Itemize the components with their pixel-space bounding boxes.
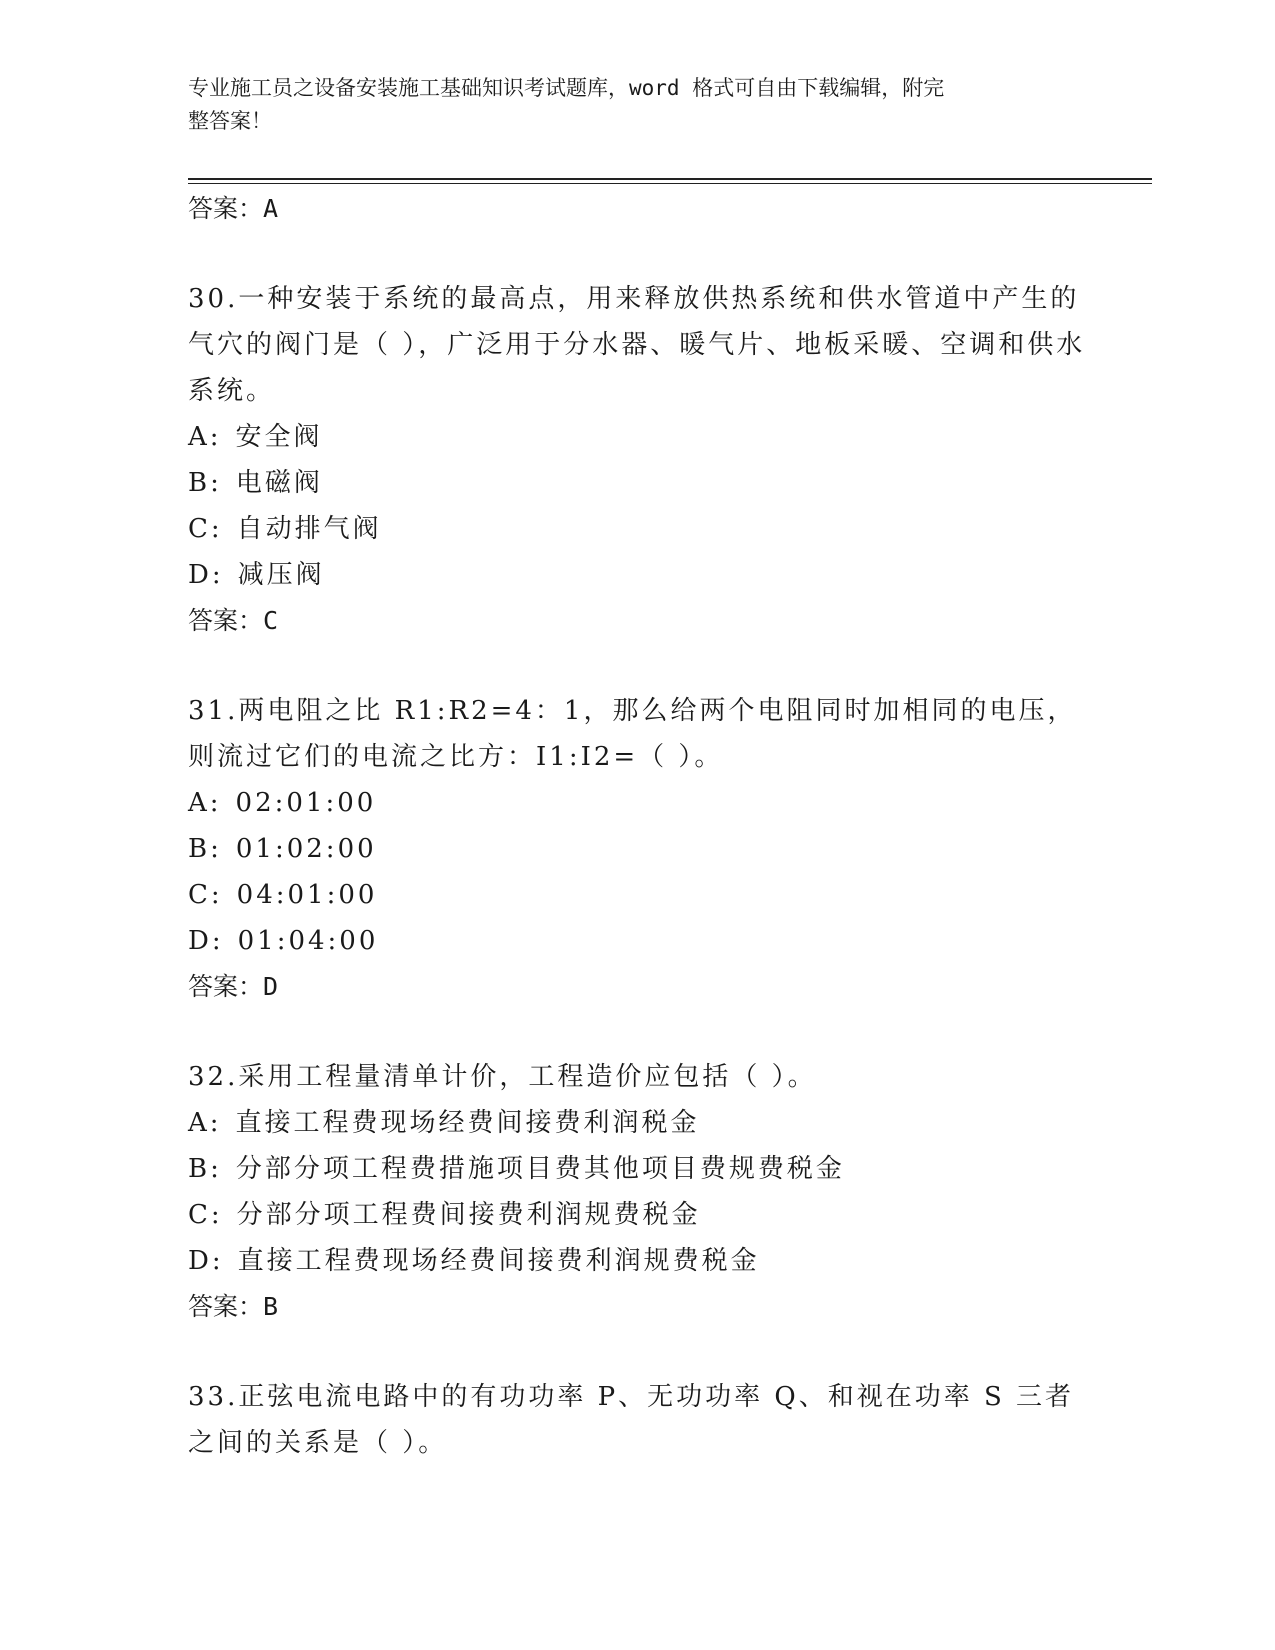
answer-line: 答案：D <box>188 972 279 1001</box>
option-d <box>188 918 1088 964</box>
header-rule-thick <box>188 178 1152 180</box>
exam-content <box>188 186 1088 1466</box>
option-label: B: <box>188 834 222 864</box>
option-text: 自动排气阀 <box>236 514 382 544</box>
spacer <box>188 1330 1088 1374</box>
option-a <box>188 414 1088 460</box>
question-30 <box>188 276 1088 644</box>
option-text: 直接工程费现场经费间接费利润税金 <box>235 1108 700 1138</box>
option-label: D: <box>188 1246 224 1276</box>
option-label: C: <box>188 1200 223 1230</box>
option-text: 电磁阀 <box>235 468 323 498</box>
answer-line: 答案：B <box>188 1292 279 1321</box>
option-d <box>188 552 1088 598</box>
option-b <box>188 460 1088 506</box>
option-a <box>188 1100 1088 1146</box>
option-c <box>188 1192 1088 1238</box>
option-c <box>188 872 1088 918</box>
option-b <box>188 826 1088 872</box>
option-label: D: <box>188 560 224 590</box>
option-label: A: <box>188 1108 222 1138</box>
option-text: 04:01:00 <box>236 880 378 910</box>
option-text: 01:04:00 <box>237 926 379 956</box>
header-rule-thin <box>188 183 1152 184</box>
question-stem: 31.两电阻之比 R1:R2=4：1，那么给两个电阻同时加相同的电压，则流过它们的电流之比方：I1:I2=（ ）。 <box>188 696 1077 772</box>
option-label: A: <box>188 788 222 818</box>
option-a <box>188 780 1088 826</box>
option-text: 02:01:00 <box>235 788 377 818</box>
option-text: 01:02:00 <box>235 834 377 864</box>
option-label: C: <box>188 514 223 544</box>
option-text: 减压阀 <box>237 560 325 590</box>
option-label: A: <box>188 422 222 452</box>
option-text: 分部分项工程费措施项目费其他项目费规费税金 <box>235 1154 845 1184</box>
question-stem: 30.一种安装于系统的最高点，用来释放供热系统和供水管道中产生的气穴的阀门是（ ），广泛用于分水器、暖气片、地板采暖、空调和供水系统。 <box>188 284 1086 406</box>
spacer <box>188 232 1088 276</box>
option-label: B: <box>188 1154 222 1184</box>
option-c <box>188 506 1088 552</box>
question-stem: 32.采用工程量清单计价，工程造价应包括（ ）。 <box>188 1062 817 1092</box>
question-31 <box>188 688 1088 1010</box>
question-33 <box>188 1374 1088 1466</box>
answer-line: 答案：A <box>188 194 279 223</box>
option-label: C: <box>188 880 223 910</box>
answer-line: 答案：C <box>188 606 279 635</box>
option-label: B: <box>188 468 222 498</box>
question-32 <box>188 1054 1088 1330</box>
option-d <box>188 1238 1088 1284</box>
header-line-1: 专业施工员之设备安装施工基础知识考试题库，word 格式可自由下载编辑，附完 <box>188 76 945 100</box>
question-stem: 33.正弦电流电路中的有功功率 P、无功功率 Q、和视在功率 S 三者之间的关系是（ ）。 <box>188 1382 1075 1458</box>
page-header <box>188 72 1068 138</box>
header-line-2: 整答案！ <box>188 109 272 133</box>
option-text: 安全阀 <box>235 422 323 452</box>
spacer <box>188 644 1088 688</box>
option-text: 分部分项工程费间接费利润规费税金 <box>236 1200 701 1230</box>
option-text: 直接工程费现场经费间接费利润规费税金 <box>237 1246 760 1276</box>
option-label: D: <box>188 926 224 956</box>
option-b <box>188 1146 1088 1192</box>
spacer <box>188 1010 1088 1054</box>
